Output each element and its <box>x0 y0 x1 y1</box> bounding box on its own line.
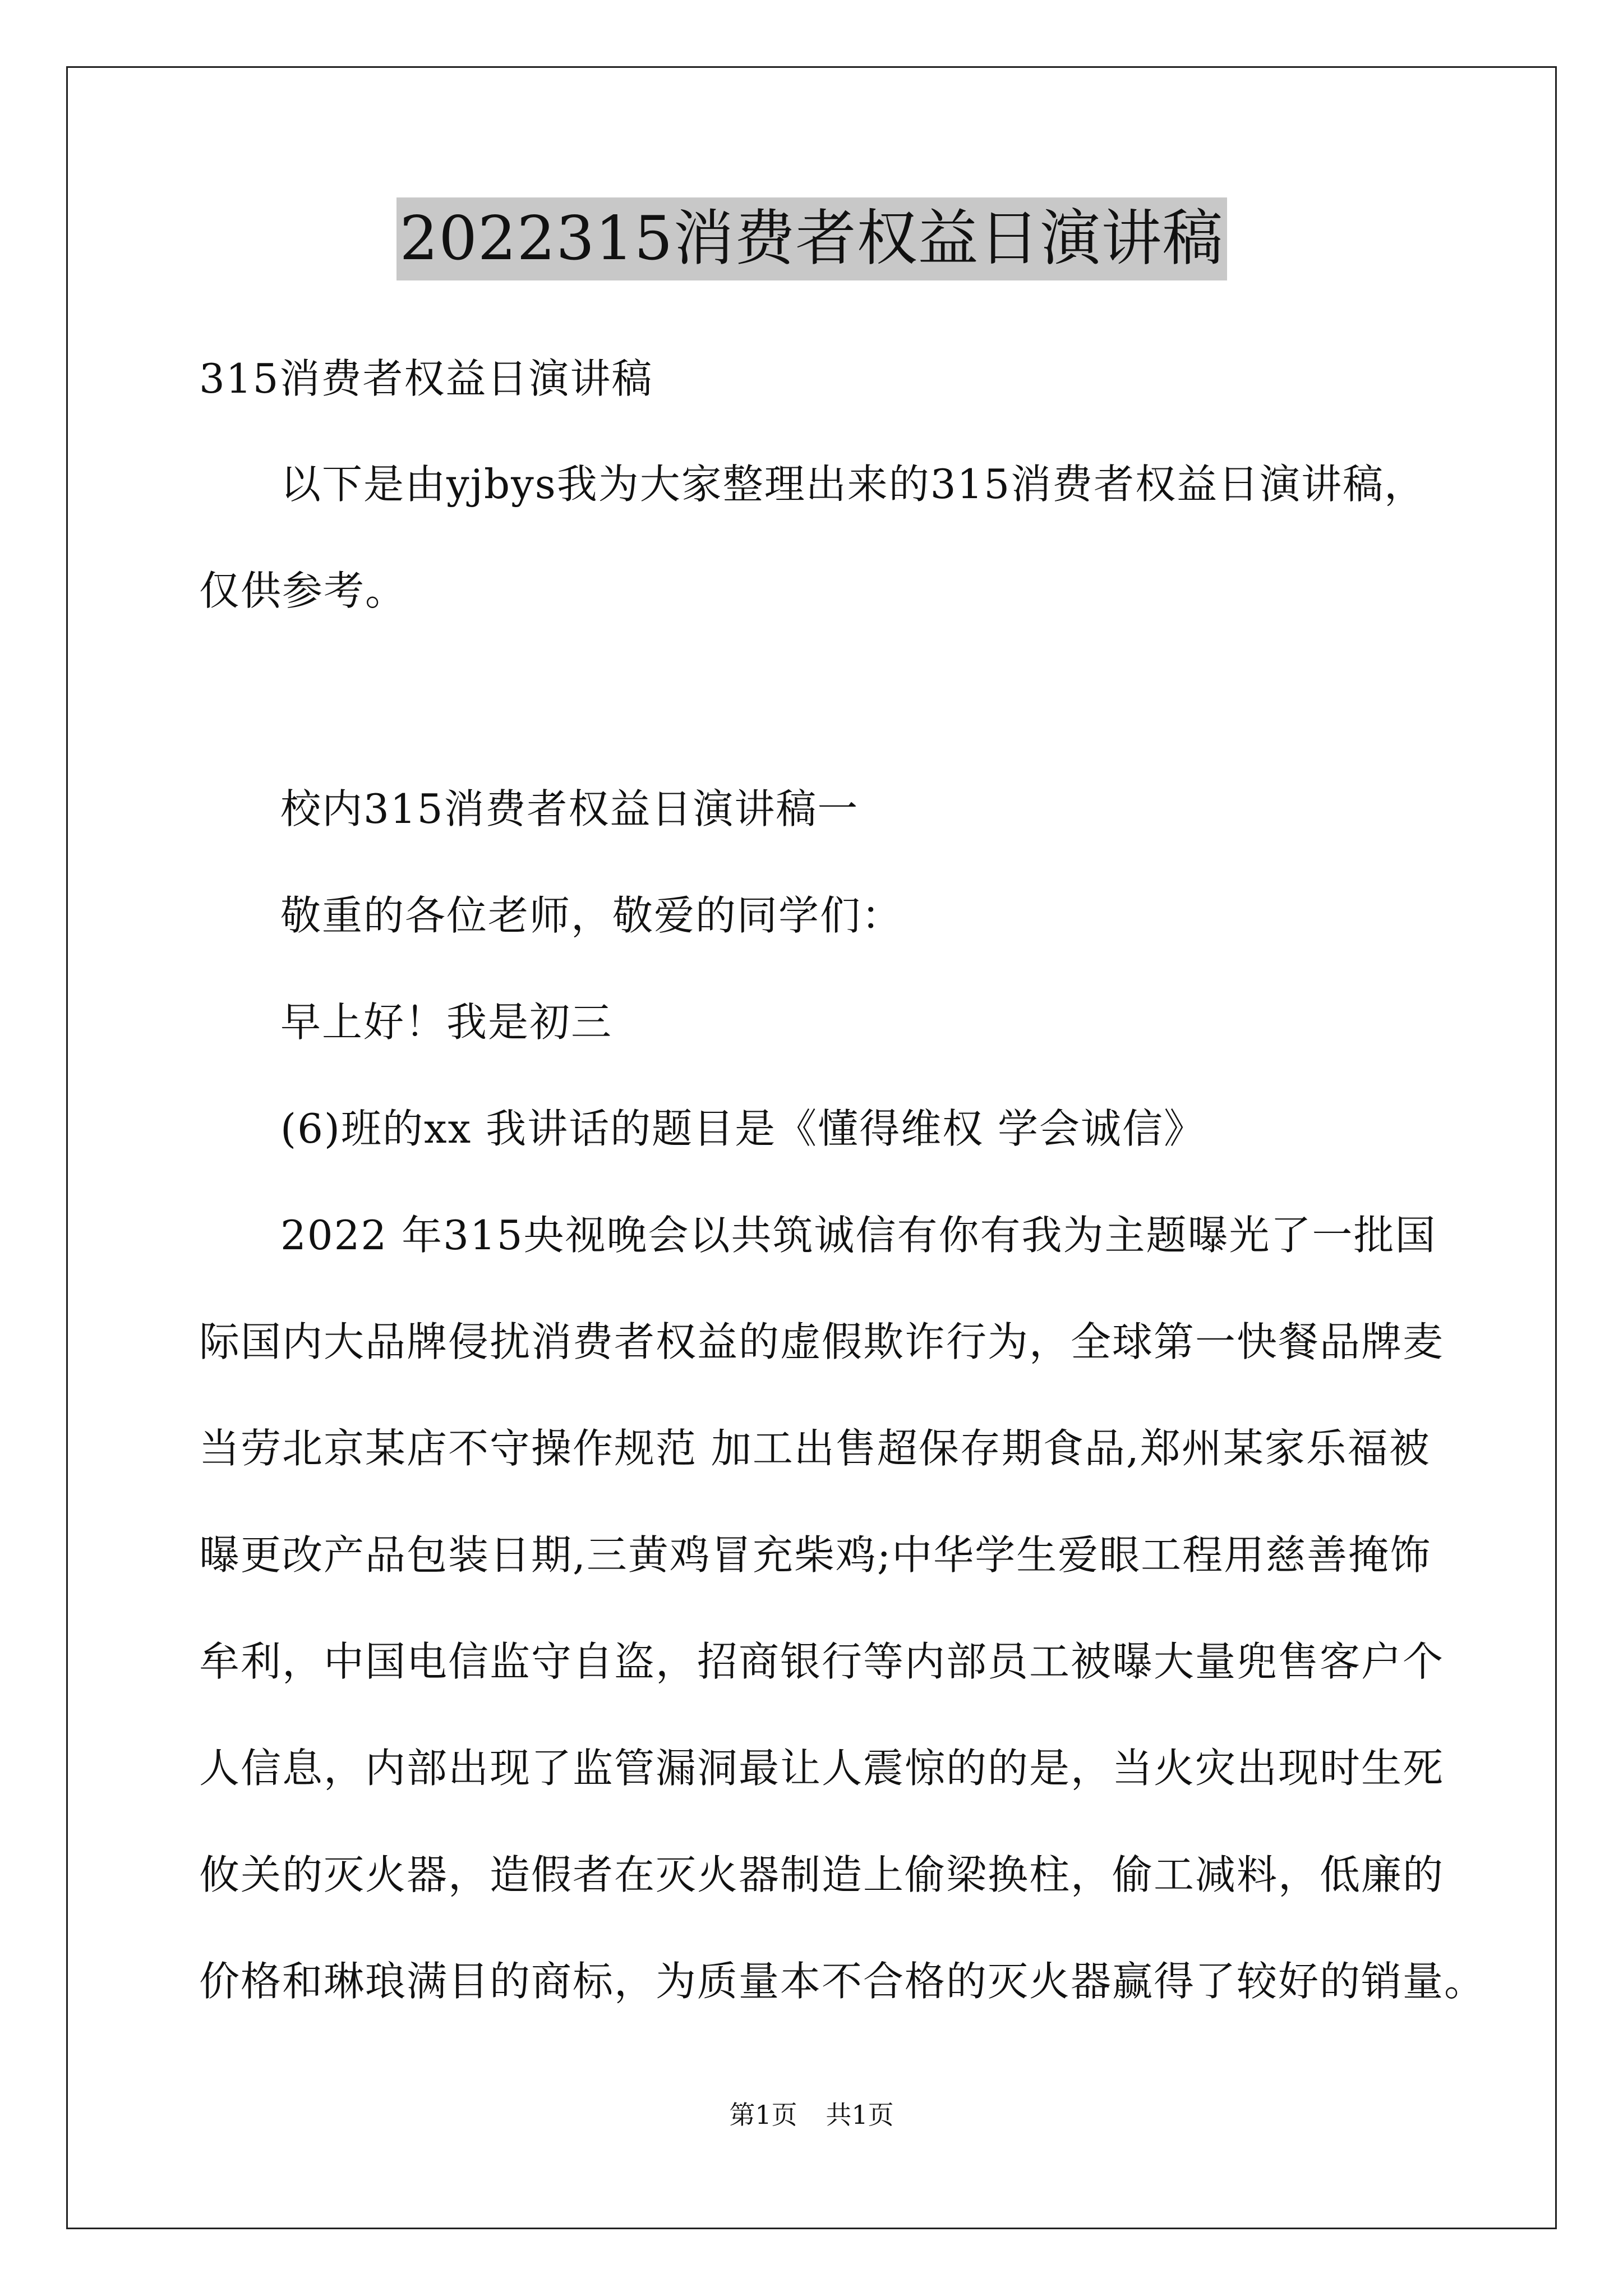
paragraph-line: 价格和琳琅满目的商标，为质量本不合格的灭火器赢得了较好的销量。 <box>199 1958 1486 2005</box>
paragraph-line: 际国内大品牌侵扰消费者权益的虚假欺诈行为，全球第一快餐品牌麦 <box>199 1318 1445 1365</box>
title-container <box>0 197 1623 280</box>
page-footer <box>0 2098 1623 2132</box>
section-heading: 校内315消费者权益日演讲稿一 <box>280 785 859 832</box>
paragraph-line: 牟利，中国电信监守自盗，招商银行等内部员工被曝大量兜售客户个 <box>199 1638 1445 1685</box>
paragraph-line: 人信息，内部出现了监管漏洞最让人震惊的的是，当火灾出现时生死 <box>199 1745 1445 1792</box>
paragraph-line: 仅供参考。 <box>199 567 407 614</box>
document-subtitle: 315消费者权益日演讲稿 <box>199 355 653 402</box>
paragraph-line: 当劳北京某店不守操作规范 加工出售超保存期食品,郑州某家乐福被 <box>199 1425 1431 1472</box>
paragraph-line: 以下是由yjbys我为大家整理出来的315消费者权益日演讲稿， <box>280 461 1426 508</box>
paragraph-line: 曝更改产品包装日期,三黄鸡冒充柴鸡;中华学生爱眼工程用慈善掩饰 <box>199 1531 1432 1579</box>
paragraph-line: (6)班的xx 我讲话的题目是《懂得维权 学会诚信》 <box>280 1105 1205 1152</box>
paragraph-line: 早上好！我是初三 <box>280 999 613 1046</box>
page-number-total: 共1页 <box>826 2100 894 2130</box>
document-title: 2022315消费者权益日演讲稿 <box>396 197 1227 280</box>
paragraph-line: 2022 年315央视晚会以共筑诚信有你有我为主题曝光了一批国 <box>280 1212 1437 1259</box>
page-number-current: 第1页 <box>729 2100 797 2130</box>
paragraph-line: 攸关的灭火器，造假者在灭火器制造上偷梁换柱，偷工减料，低廉的 <box>199 1851 1445 1898</box>
greeting-line: 敬重的各位老师，敬爱的同学们： <box>280 892 903 939</box>
